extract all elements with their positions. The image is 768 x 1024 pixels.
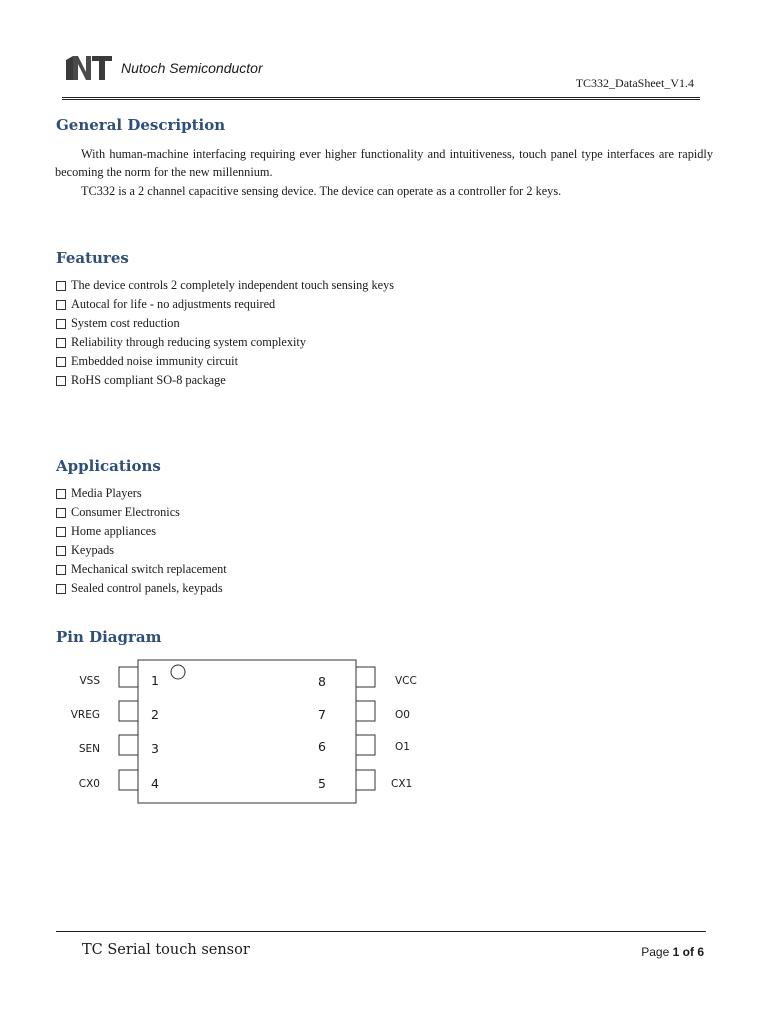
general-description-paragraph-1: With human-machine interfacing requiring ever higher functionality and intuitiveness, touch panel type interfaces are rapidly becoming the norm for the new millennium.: [55, 147, 713, 179]
pin-number-3: 3: [151, 741, 159, 756]
pin-number-5: 5: [318, 776, 326, 791]
checkbox-icon: [56, 527, 66, 537]
applications-heading: Applications: [56, 457, 161, 475]
pin-number-7: 7: [318, 707, 326, 722]
pin-stub: [356, 667, 375, 687]
pin-stub: [356, 735, 375, 755]
pin-label-cx0: CX0: [78, 778, 100, 790]
pin-label-o0: O0: [395, 709, 410, 721]
list-item: The device controls 2 completely independent touch sensing keys: [56, 276, 394, 295]
document-id: TC332_DataSheet_V1.4: [575, 76, 694, 90]
checkbox-icon: [56, 565, 66, 575]
pin-stub: [119, 701, 138, 721]
checkbox-icon: [56, 357, 66, 367]
general-description-paragraph-2: TC332 is a 2 channel capacitive sensing device. The device can operate as a controller for 2 keys.: [81, 184, 562, 198]
so8-pin-diagram: [60, 655, 440, 810]
list-item: Sealed control panels, keypads: [56, 579, 227, 598]
checkbox-icon: [56, 281, 66, 291]
pin-stub: [119, 735, 138, 755]
checkbox-icon: [56, 546, 66, 556]
header-divider: [62, 97, 700, 100]
features-heading: Features: [56, 249, 129, 267]
pin-number-2: 2: [151, 707, 159, 722]
pin-stub: [119, 770, 138, 790]
company-logo: [66, 54, 276, 84]
list-item: Consumer Electronics: [56, 503, 227, 522]
applications-list: [56, 484, 227, 598]
list-item: RoHS compliant SO-8 package: [56, 371, 394, 390]
checkbox-icon: [56, 489, 66, 499]
pin-label-vcc: VCC: [395, 675, 417, 687]
list-item: Mechanical switch replacement: [56, 560, 227, 579]
features-list: [56, 276, 394, 390]
page-indicator: [641, 945, 704, 959]
page-word: Page: [641, 945, 670, 959]
pin-stub: [356, 770, 375, 790]
pin-label-vreg: VREG: [70, 709, 100, 721]
footer-title: TC Serial touch sensor: [82, 942, 250, 958]
pin-label-sen: SEN: [78, 743, 100, 755]
list-item: Keypads: [56, 541, 227, 560]
checkbox-icon: [56, 319, 66, 329]
footer-divider: [56, 931, 706, 932]
pin-stub: [119, 667, 138, 687]
page-current: 1: [672, 945, 680, 959]
pin-label-vss: VSS: [79, 675, 100, 687]
pin-diagram-heading: Pin Diagram: [56, 628, 162, 646]
checkbox-icon: [56, 338, 66, 348]
checkbox-icon: [56, 376, 66, 386]
list-item: Home appliances: [56, 522, 227, 541]
company-name: Nutoch Semiconductor: [121, 60, 263, 76]
nt-logo-icon: [66, 54, 112, 82]
checkbox-icon: [56, 508, 66, 518]
pin-number-8: 8: [318, 674, 326, 689]
page-total: 6: [697, 945, 704, 959]
pin-number-6: 6: [318, 739, 326, 754]
pin-stub: [356, 701, 375, 721]
list-item: Media Players: [56, 484, 227, 503]
pin-number-4: 4: [151, 776, 159, 791]
page-of: of: [682, 945, 694, 959]
pin-label-o1: O1: [395, 741, 410, 753]
pin-label-cx1: CX1: [391, 778, 413, 790]
general-description-heading: General Description: [56, 116, 226, 134]
checkbox-icon: [56, 584, 66, 594]
pin-number-1: 1: [151, 673, 159, 688]
list-item: Embedded noise immunity circuit: [56, 352, 394, 371]
list-item: Reliability through reducing system complexity: [56, 333, 394, 352]
list-item: Autocal for life - no adjustments required: [56, 295, 394, 314]
checkbox-icon: [56, 300, 66, 310]
list-item: System cost reduction: [56, 314, 394, 333]
